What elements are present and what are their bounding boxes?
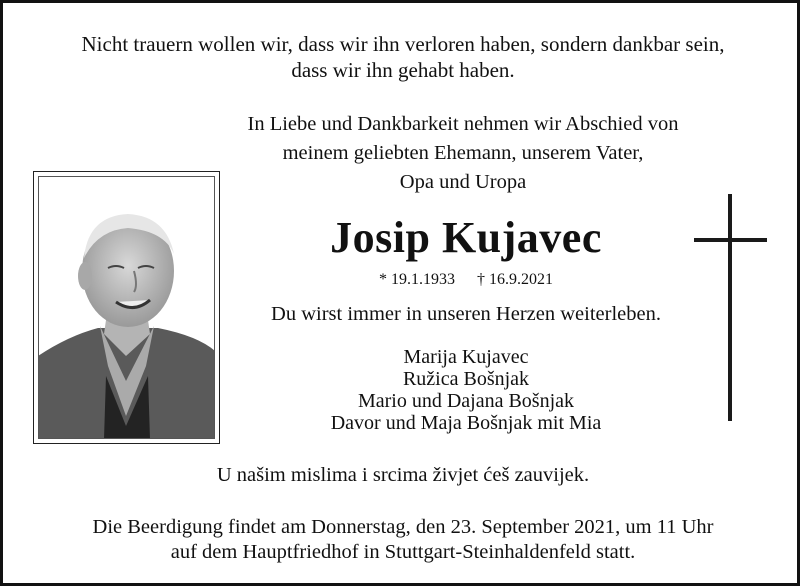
- mourner-3: Mario und Dajana Bošnjak: [357, 390, 575, 412]
- deceased-name: Josip Kujavec: [330, 213, 602, 262]
- funeral-line-1: Die Beerdigung findet am Donnerstag, den 23. September 2021, um 11 Uhr: [92, 516, 714, 538]
- birth-date: 19.1.1933: [391, 271, 455, 288]
- intro-line-1: In Liebe und Dankbarkeit nehmen wir Abschied von: [247, 113, 679, 135]
- mourner-4: Davor und Maja Bošnjak mit Mia: [330, 412, 602, 434]
- motto: Du wirst immer in unseren Herzen weiterleben.: [271, 303, 661, 325]
- quote-line-2: dass wir ihn gehabt haben.: [291, 58, 515, 82]
- cross-vertical-bar: [728, 194, 732, 421]
- death-date: 16.9.2021: [489, 271, 553, 288]
- intro-line-2: meinem geliebten Ehemann, unserem Vater,: [282, 142, 644, 164]
- funeral-line-2: auf dem Hauptfriedhof in Stuttgart-Steinhaldenfeld statt.: [170, 541, 636, 563]
- mourner-1: Marija Kujavec: [403, 346, 529, 368]
- mourner-2: Ružica Bošnjak: [402, 368, 530, 390]
- life-dates: [231, 270, 701, 290]
- quote-line-1: Nicht trauern wollen wir, dass wir ihn verloren haben, sondern dankbar sein,: [81, 32, 725, 56]
- intro-line-3: Opa und Uropa: [399, 171, 527, 193]
- portrait-image: [38, 176, 215, 439]
- cross-horizontal-bar: [694, 238, 767, 242]
- portrait-illustration: [38, 176, 215, 439]
- croatian-line: U našim mislima i srcima živjet ćeš zauvijek.: [216, 464, 590, 486]
- birth-symbol: *: [379, 271, 387, 288]
- portrait-photo: [33, 171, 220, 444]
- death-symbol: †: [477, 271, 485, 288]
